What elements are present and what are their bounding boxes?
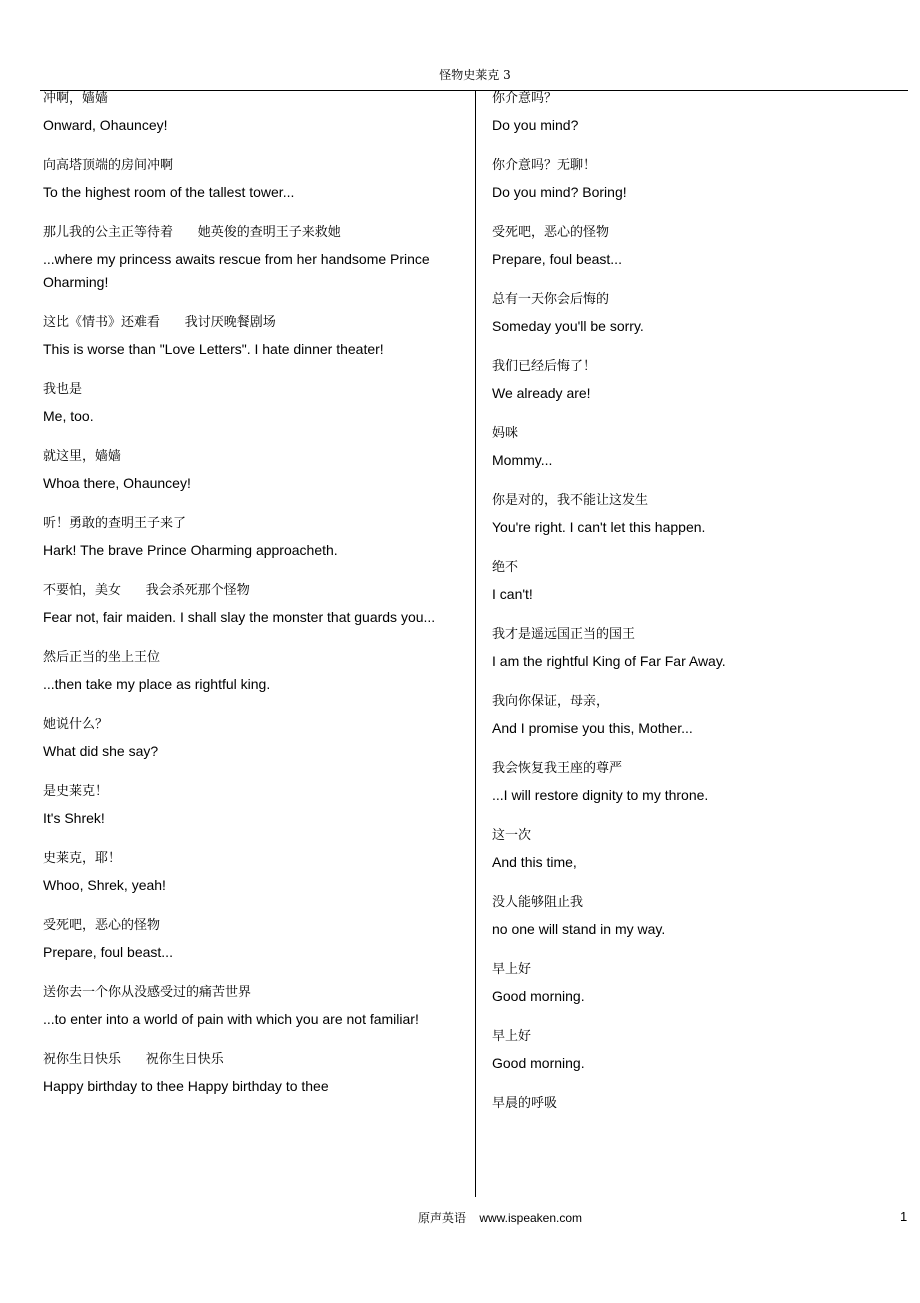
english-line: What did she say? xyxy=(43,743,159,759)
subtitle-pair xyxy=(43,1051,463,1098)
subtitle-pair xyxy=(43,90,463,137)
english-line: It's Shrek! xyxy=(43,810,105,826)
subtitle-pair xyxy=(492,827,902,874)
english-line: no one will stand in my way. xyxy=(492,921,666,937)
footer-url: www.ispeaken.com xyxy=(479,1211,583,1225)
chinese-line: 受死吧，恶心的怪物 xyxy=(492,225,610,240)
chinese-line: 就这里，嫱嫱 xyxy=(43,449,122,464)
chinese-line: 是史莱克！ xyxy=(43,784,109,799)
subtitle-pair xyxy=(43,716,463,763)
english-line: ...to enter into a world of pain with which you are not familiar! xyxy=(43,1011,419,1027)
chinese-line: 受死吧，恶心的怪物 xyxy=(43,918,161,933)
chinese-line: 早晨的呼吸 xyxy=(492,1096,558,1111)
english-line: Someday you'll be sorry. xyxy=(492,318,644,334)
english-line: Do you mind? Boring! xyxy=(492,184,627,200)
english-line: You're right. I can't let this happen. xyxy=(492,519,706,535)
english-line: I am the rightful King of Far Far Away. xyxy=(492,653,726,669)
chinese-line: 绝不 xyxy=(492,560,519,575)
english-line: And this time, xyxy=(492,854,577,870)
column-divider xyxy=(475,91,476,1197)
subtitle-pair xyxy=(492,559,902,606)
footer-label: 原声英语 xyxy=(417,1211,466,1225)
english-line: ...then take my place as rightful king. xyxy=(43,676,271,692)
chinese-line: 我们已经后悔了！ xyxy=(492,359,597,374)
chinese-line: 没人能够阻止我 xyxy=(492,895,584,910)
chinese-line: 你是对的，我不能让这发生 xyxy=(492,493,649,508)
english-line: I can't! xyxy=(492,586,533,602)
chinese-line: 我向你保证，母亲， xyxy=(492,694,610,709)
english-line: Fear not, fair maiden. I shall slay the monster that guards you... xyxy=(43,609,436,625)
subtitle-pair xyxy=(492,1095,902,1113)
chinese-line: 不要怕，美女 我会杀死那个怪物 xyxy=(43,583,250,598)
chinese-line: 向高塔顶端的房间冲啊 xyxy=(43,158,174,173)
english-line: We already are! xyxy=(492,385,591,401)
chinese-line: 早上好 xyxy=(492,1029,532,1044)
chinese-line: 我才是遥远国正当的国王 xyxy=(492,627,636,642)
subtitle-pair xyxy=(43,314,463,361)
subtitle-pair xyxy=(492,492,902,539)
subtitle-pair xyxy=(43,984,463,1031)
chinese-line: 早上好 xyxy=(492,962,532,977)
right-column xyxy=(492,90,902,1133)
english-line: Prepare, foul beast... xyxy=(43,944,173,960)
chinese-line: 你介意吗？ xyxy=(492,91,558,106)
page-number: 1 xyxy=(900,1209,908,1224)
chinese-line: 然后正当的坐上王位 xyxy=(43,650,161,665)
english-line: This is worse than "Love Letters". I hate dinner theater! xyxy=(43,341,384,357)
chinese-line: 妈咪 xyxy=(492,426,519,441)
english-line: Happy birthday to thee Happy birthday to thee xyxy=(43,1078,329,1094)
chinese-line: 祝你生日快乐 祝你生日快乐 xyxy=(43,1052,224,1067)
chinese-line: 送你去一个你从没感受过的痛苦世界 xyxy=(43,985,252,1000)
subtitle-pair xyxy=(43,649,463,696)
english-line: Good morning. xyxy=(492,1055,585,1071)
english-line: To the highest room of the tallest tower... xyxy=(43,184,295,200)
chinese-line: 你介意吗？无聊！ xyxy=(492,158,597,173)
english-line: Me, too. xyxy=(43,408,94,424)
subtitle-pair xyxy=(43,448,463,495)
chinese-line: 冲啊，嫱嫱 xyxy=(43,91,109,106)
subtitle-pair xyxy=(43,157,463,204)
chinese-line: 总有一天你会后悔的 xyxy=(492,292,610,307)
english-line: Onward, Ohauncey! xyxy=(43,117,168,133)
subtitle-pair xyxy=(43,381,463,428)
subtitle-pair xyxy=(492,693,902,740)
page-footer xyxy=(0,1209,920,1226)
english-line: ...I will restore dignity to my throne. xyxy=(492,787,709,803)
subtitle-pair xyxy=(492,760,902,807)
subtitle-pair xyxy=(492,1028,902,1075)
subtitle-pair xyxy=(43,224,463,294)
english-line: Do you mind? xyxy=(492,117,579,133)
chinese-line: 这比《情书》还难看 我讨厌晚餐剧场 xyxy=(43,315,276,330)
subtitle-pair xyxy=(492,894,902,941)
subtitle-pair xyxy=(43,783,463,830)
english-line: ...where my princess awaits rescue from her handsome Prince Oharming! xyxy=(43,251,430,290)
subtitle-pair xyxy=(492,358,902,405)
english-line: Mommy... xyxy=(492,452,553,468)
english-line: Whoa there, Ohauncey! xyxy=(43,475,191,491)
subtitle-pair xyxy=(492,224,902,271)
chinese-line: 我会恢复我王座的尊严 xyxy=(492,761,623,776)
english-line: Whoo, Shrek, yeah! xyxy=(43,877,166,893)
chinese-line: 她说什么？ xyxy=(43,717,109,732)
english-line: Hark! The brave Prince Oharming approacheth. xyxy=(43,542,338,558)
chinese-line: 那儿我的公主正等待着 她英俊的查明王子来救她 xyxy=(43,225,341,240)
subtitle-pair xyxy=(492,291,902,338)
left-column xyxy=(43,90,463,1118)
english-line: Good morning. xyxy=(492,988,585,1004)
chinese-line: 这一次 xyxy=(492,828,532,843)
subtitle-pair xyxy=(43,515,463,562)
subtitle-pair xyxy=(43,582,463,629)
subtitle-pair xyxy=(43,917,463,964)
subtitle-pair xyxy=(492,425,902,472)
subtitle-pair xyxy=(492,961,902,1008)
english-line: Prepare, foul beast... xyxy=(492,251,622,267)
page-header-title: 怪物史莱克 3 xyxy=(439,68,511,82)
subtitle-pair xyxy=(492,157,902,204)
chinese-line: 史莱克，耶！ xyxy=(43,851,122,866)
subtitle-pair xyxy=(492,90,902,137)
subtitle-pair xyxy=(492,626,902,673)
english-line: And I promise you this, Mother... xyxy=(492,720,693,736)
chinese-line: 听！勇敢的查明王子来了 xyxy=(43,516,187,531)
chinese-line: 我也是 xyxy=(43,382,83,397)
subtitle-pair xyxy=(43,850,463,897)
